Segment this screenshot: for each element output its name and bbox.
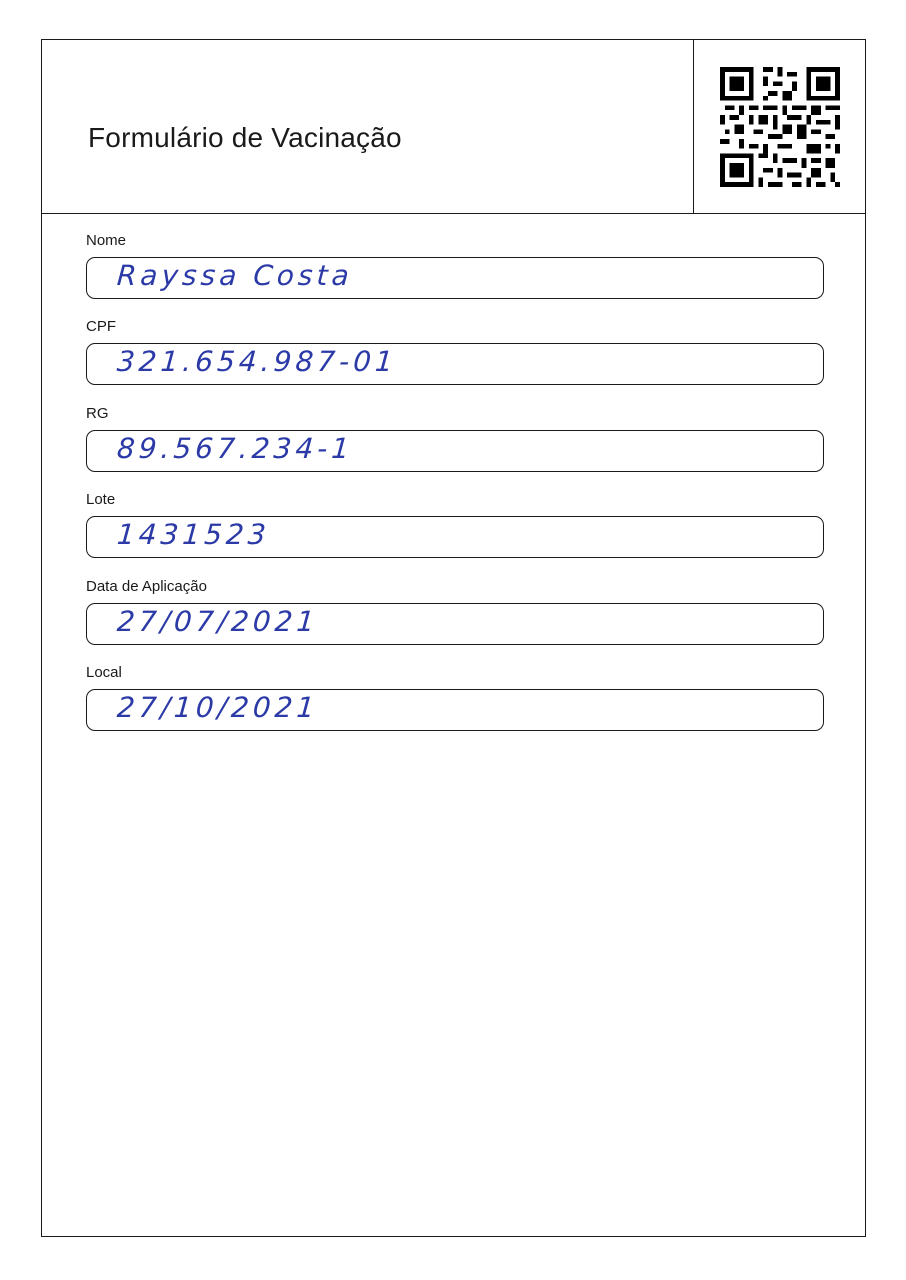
- lote-field[interactable]: [86, 516, 824, 558]
- local-value: 27/10/2021: [115, 691, 320, 724]
- vaccination-form: [41, 39, 866, 1237]
- lote-label: Lote: [86, 491, 116, 508]
- form-header: [42, 40, 865, 214]
- data-aplicacao-label: Data de Aplicação: [86, 578, 207, 595]
- local-field[interactable]: [86, 689, 824, 731]
- rg-field[interactable]: [86, 430, 824, 472]
- lote-value: 1431523: [115, 518, 271, 551]
- form-title: Formulário de Vacinação: [88, 122, 402, 153]
- cpf-value: 321.654.987-01: [115, 345, 399, 378]
- local-label: Local: [86, 664, 122, 681]
- cpf-label: CPF: [86, 318, 116, 335]
- nome-value: Rayssa Costa: [115, 259, 354, 292]
- rg-value: 89.567.234-1: [115, 432, 355, 465]
- nome-label: Nome: [86, 232, 127, 249]
- qr-code-icon: [720, 67, 840, 187]
- rg-label: RG: [86, 405, 109, 422]
- nome-field[interactable]: [86, 257, 824, 299]
- data-aplicacao-value: 27/07/2021: [115, 605, 320, 638]
- cpf-field[interactable]: [86, 343, 824, 385]
- qr-cell: [693, 40, 865, 213]
- data-aplicacao-field[interactable]: [86, 603, 824, 645]
